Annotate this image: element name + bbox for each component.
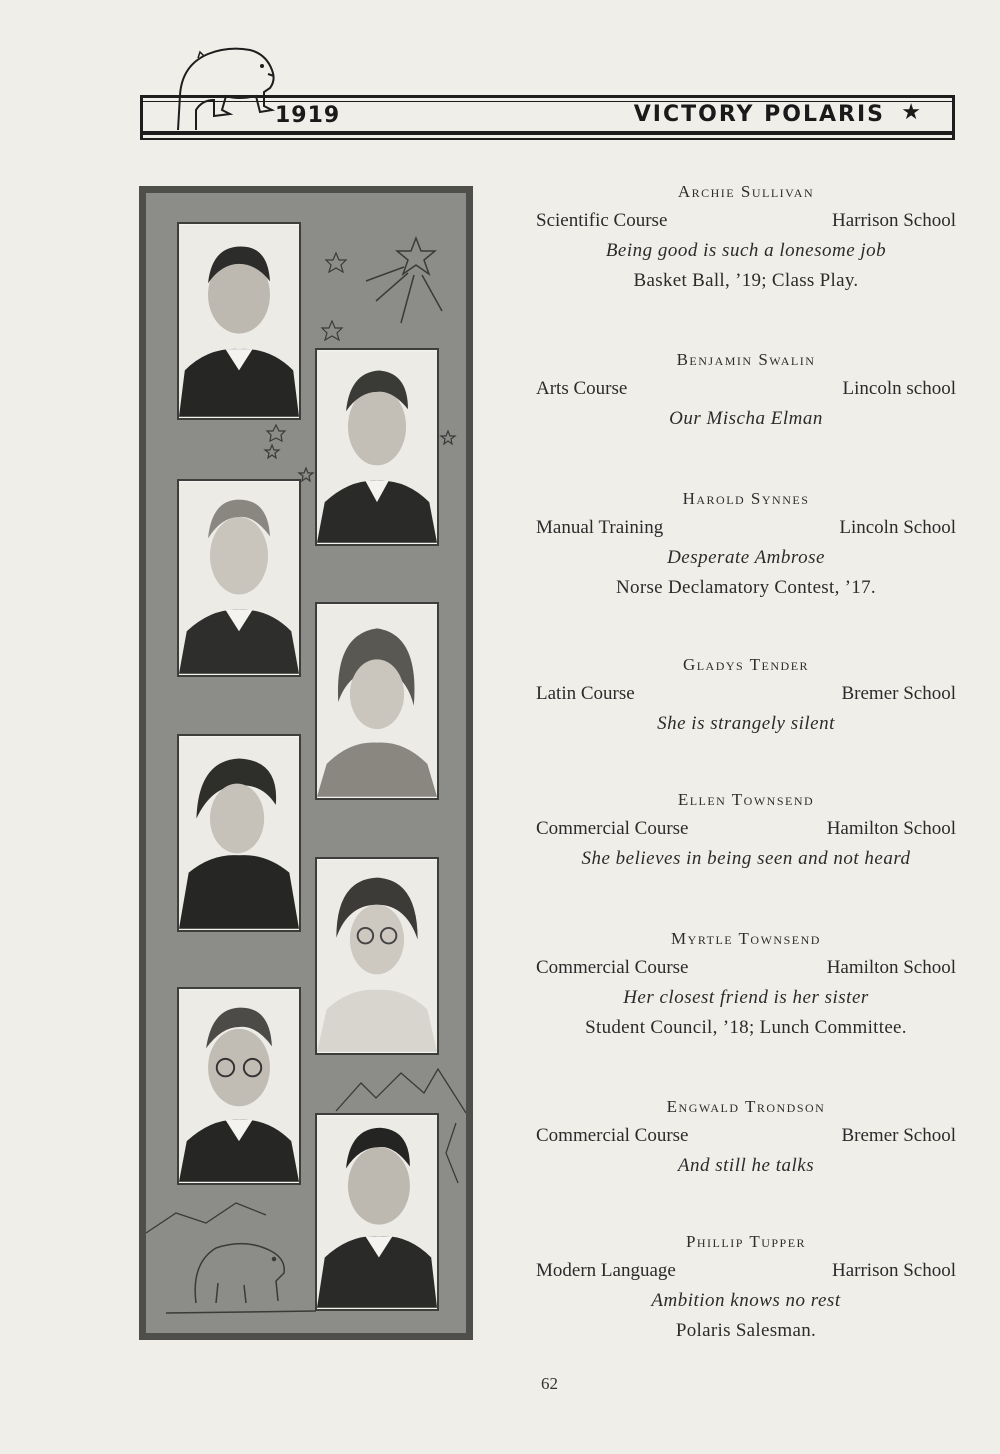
student-school: Lincoln School	[839, 517, 956, 538]
student-course: Latin Course	[536, 683, 635, 704]
student-motto: She is strangely silent	[657, 713, 835, 734]
student-activities: Norse Declamatory Contest, ’17.	[616, 577, 876, 598]
student-name: Engwald Trondson	[666, 1097, 826, 1116]
student-name: Ellen Townsend	[677, 790, 815, 809]
student-motto: Desperate Ambrose	[667, 547, 825, 568]
portrait-phillip-tupper	[315, 1113, 439, 1311]
student-motto: Being good is such a lonesome job	[605, 240, 887, 261]
student-name: Gladys Tender	[682, 655, 810, 674]
student-motto: And still he talks	[677, 1155, 815, 1176]
student-entry	[536, 925, 956, 1043]
student-entry	[536, 786, 956, 874]
student-course: Scientific Course	[536, 210, 668, 231]
student-name: Phillip Tupper	[685, 1232, 807, 1251]
student-entry	[536, 1093, 956, 1181]
student-school: Lincoln school	[842, 378, 956, 399]
student-name: Harold Synnes	[682, 489, 810, 508]
student-course: Modern Language	[536, 1260, 676, 1281]
portrait-myrtle-townsend	[315, 857, 439, 1055]
header-year: 1919	[275, 103, 341, 128]
page-header	[140, 40, 955, 145]
student-activities: Polaris Salesman.	[675, 1320, 817, 1341]
polar-bear-icon	[166, 1244, 316, 1313]
student-school: Bremer School	[841, 1125, 956, 1146]
student-name: Benjamin Swalin	[676, 350, 816, 369]
student-school: Harrison School	[831, 1260, 956, 1281]
student-school: Hamilton School	[826, 957, 956, 978]
star-icon	[366, 238, 442, 323]
student-motto: Her closest friend is her sister	[623, 987, 869, 1008]
student-motto: Ambition knows no rest	[651, 1290, 841, 1311]
student-entry	[536, 346, 956, 434]
student-activities: Basket Ball, ’19; Class Play.	[633, 270, 859, 291]
student-entry	[536, 1228, 956, 1346]
portrait-harold-synnes	[177, 479, 301, 677]
page-number: 62	[541, 1374, 558, 1393]
student-course: Manual Training	[536, 517, 664, 538]
student-name: Myrtle Townsend	[671, 929, 821, 948]
student-course: Arts Course	[536, 378, 628, 399]
student-school: Bremer School	[841, 683, 956, 704]
portrait-gladys-tender	[315, 602, 439, 800]
portrait-panel	[139, 186, 473, 1340]
student-entry	[536, 485, 956, 603]
student-entry	[536, 651, 956, 739]
student-course: Commercial Course	[536, 1125, 689, 1146]
portrait-ellen-townsend	[177, 734, 301, 932]
student-course: Commercial Course	[536, 957, 689, 978]
student-school: Hamilton School	[826, 818, 956, 839]
portrait-archie-sullivan	[177, 222, 301, 420]
student-course: Commercial Course	[536, 818, 689, 839]
portrait-benjamin-swalin	[315, 348, 439, 546]
student-motto: Our Mischa Elman	[669, 408, 823, 429]
star-icon: ★	[901, 100, 921, 125]
student-motto: She believes in being seen and not heard	[581, 848, 911, 869]
polar-bear-icon	[168, 40, 280, 132]
student-activities: Student Council, ’18; Lunch Committee.	[585, 1017, 907, 1038]
header-title: VICTORY POLARIS	[633, 102, 885, 127]
student-entry	[536, 178, 956, 296]
portrait-engwald-trondson	[177, 987, 301, 1185]
student-name: Archie Sullivan	[677, 182, 815, 201]
student-school: Harrison School	[831, 210, 956, 231]
